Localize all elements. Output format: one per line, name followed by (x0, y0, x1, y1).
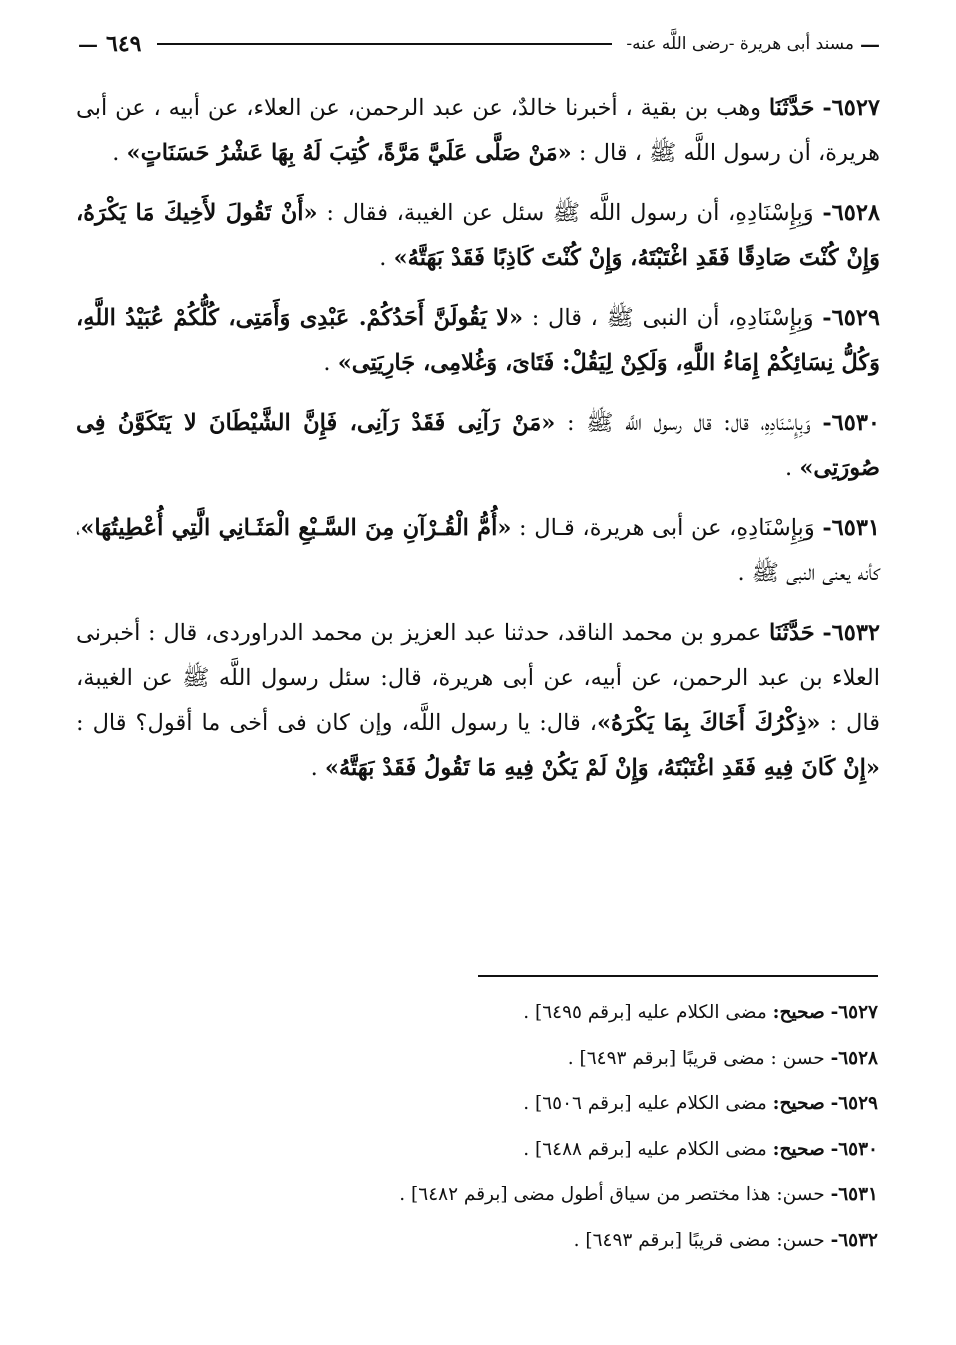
page-number: ٦٤٩ (106, 31, 142, 57)
footnote-text: مضى الكلام عليه [برقم ٦٤٩٥] . (523, 1002, 767, 1023)
header-dash-right: — (860, 32, 880, 56)
hadith-6527 (76, 86, 880, 176)
footnote-number: ٦٥٢٨- (830, 1047, 878, 1069)
hadith-text: وَبِإِسْنَادِهِ، عن أبى هريرة، قـال : (519, 515, 815, 541)
footnote-grade: حسن : (770, 1047, 825, 1069)
footnote-grade: حسن: (776, 1184, 825, 1205)
hadith-after: . (379, 245, 394, 271)
footnote-6530 (300, 1127, 878, 1173)
hadith-quote-2: «إِنْ كَانَ فِيهِ فَقَدِ اغْتَبْتَهُ، وَإِنْ لَمْ يَكُنْ فِيهِ مَا تَقُولُ فَقَدْ بَهَتَّهُ» (324, 755, 880, 781)
hadith-number: ٦٥٣٠- (822, 410, 881, 436)
hadith-after: . (785, 455, 800, 481)
hadith-quote: «أُمُّ الْقُـرْآنِ مِنَ السَّـبْعِ الْمَثَـانِي الَّتِي أُعْطِيتُهَا» (80, 515, 512, 541)
hadith-after-2: . (310, 755, 325, 781)
page-header (78, 24, 880, 64)
hadith-lead: حَدَّثَنَا (768, 95, 815, 121)
footnote-number: ٦٥٣٠- (830, 1138, 878, 1160)
hadith-after: . (112, 140, 127, 166)
running-title: مسند أبى هريرة -رضى اللَّه عنه- (626, 34, 854, 54)
hadith-text: وَبِإِسْنَادِهِ، أن النبى ﷺ ، قال : (531, 305, 814, 331)
hadith-text: وهب بن بقية ، أخبرنا خالدٌ، عن عبد الرحمن، عن العلاء، عن أبيه ، عن أبى هريرة، أن رسول اللَّه ﷺ ، قال : (76, 95, 880, 166)
hadith-number: ٦٥٢٩- (822, 305, 880, 331)
hadith-quote: «أَنْ تَقُولَ لأَخِيكَ مَا يَكْرَهُ، وَإِنْ كُنْتَ صَادِقًا فَقَدِ اغْتَبْتَهُ، وَإِنْ كُنْتَ كَاذِبًا فَقَدْ بَهَتَّهُ» (76, 200, 880, 271)
footnote-text: مضى قريبًا [برقم ٦٤٩٣] . (573, 1229, 771, 1251)
hadith-6528 (76, 191, 880, 281)
footnote-6527 (300, 990, 878, 1036)
hadith-quote: «مَنْ صَلَّى عَلَيَّ مَرَّةً، كُتِبَ لَهُ بِهَا عَشْرُ حَسَنَاتٍ» (126, 140, 572, 166)
footnote-grade: صحيح: (772, 1002, 825, 1023)
footnote-number: ٦٥٣١- (830, 1184, 878, 1205)
hadith-text: وَبِإِسْنَادِهِ، أن رسول اللَّه ﷺ سئل عن الغيبة، فقال : (326, 200, 814, 226)
hadith-number: ٦٥٣٢- (822, 620, 881, 646)
footnote-6528 (300, 1036, 878, 1082)
header-dash-left: — (78, 32, 98, 56)
hadith-lead: حَدَّثَنَا (769, 620, 815, 646)
hadith-quote: «ذِكْرُكَ أَخَاكَ بِمَا يَكْرَهُ» (597, 710, 821, 736)
hadith-6529 (76, 296, 880, 386)
hadith-text: وَبِإِسْنَادِهِ، قال: قال رسول اللَّه ﷺ : (567, 410, 811, 436)
footnote-grade: حسن: (776, 1229, 825, 1251)
hadith-after: ، قال: يا رسول اللَّه، وإن كان فى أخى ما أقول؟ قال : (76, 710, 597, 736)
hadith-quote: «مَنْ رَآنِى فَقَدْ رَآنِى، فَإِنَّ الشَّيْطَانَ لا يَتَكَوَّنُ فِى صُورَتِى» (76, 410, 880, 481)
hadith-text: عمرو بن محمد الناقد، حدثنا عبد العزيز بن محمد الدراوردى، قال : أخبرنى العلاء بن عبد الرحمن، عن أبيه، عن أبى هريرة، قال: سئل رسول اللَّه ﷺ عن الغيبة، قال : (76, 620, 880, 736)
hadith-number: ٦٥٢٧- (822, 95, 880, 121)
header-rule (157, 43, 612, 45)
footnote-text: مضى قريبًا [برقم ٦٤٩٣] . (567, 1047, 765, 1069)
main-text (76, 86, 880, 806)
footnote-text: مضى الكلام عليه [برقم ٦٤٨٨] . (523, 1138, 767, 1160)
footnotes (300, 990, 878, 1263)
footnote-text: مضى الكلام عليه [برقم ٦٥٠٦] . (523, 1093, 767, 1114)
hadith-after: . (323, 350, 338, 376)
hadith-6532 (76, 611, 880, 791)
hadith-after: ، كأنه يعنى النبى ﷺ . (76, 515, 880, 586)
footnote-number: ٦٥٣٢- (830, 1229, 878, 1251)
hadith-6530 (76, 401, 880, 491)
footnote-6529 (300, 1081, 878, 1127)
footnote-number: ٦٥٢٩- (830, 1093, 878, 1114)
footnote-grade: صحيح: (772, 1138, 825, 1160)
footnote-text: هذا مختصر من سياق أطول مضى [برقم ٦٤٨٢] . (399, 1184, 771, 1205)
footnote-divider (478, 975, 878, 977)
footnote-grade: صحيح: (772, 1093, 825, 1114)
hadith-number: ٦٥٣١- (822, 515, 881, 541)
hadith-quote: «لا يَقُولَنَّ أَحَدُكُمْ. عَبْدِى وَأَمَتِى، كُلُّكُمْ عُبَيْدُ اللَّهِ، وَكُلُّ نِسَائِكُمْ إِمَاءُ اللَّهِ، وَلَكِنْ لِيَقُلْ: فَتَاىَ، وَغُلامِى، جَارِيَتِى» (76, 305, 880, 376)
hadith-number: ٦٥٢٨- (822, 200, 880, 226)
footnote-number: ٦٥٢٧- (830, 1002, 878, 1023)
footnote-6531 (300, 1172, 878, 1218)
hadith-6531 (76, 506, 880, 596)
footnote-6532 (300, 1218, 878, 1264)
